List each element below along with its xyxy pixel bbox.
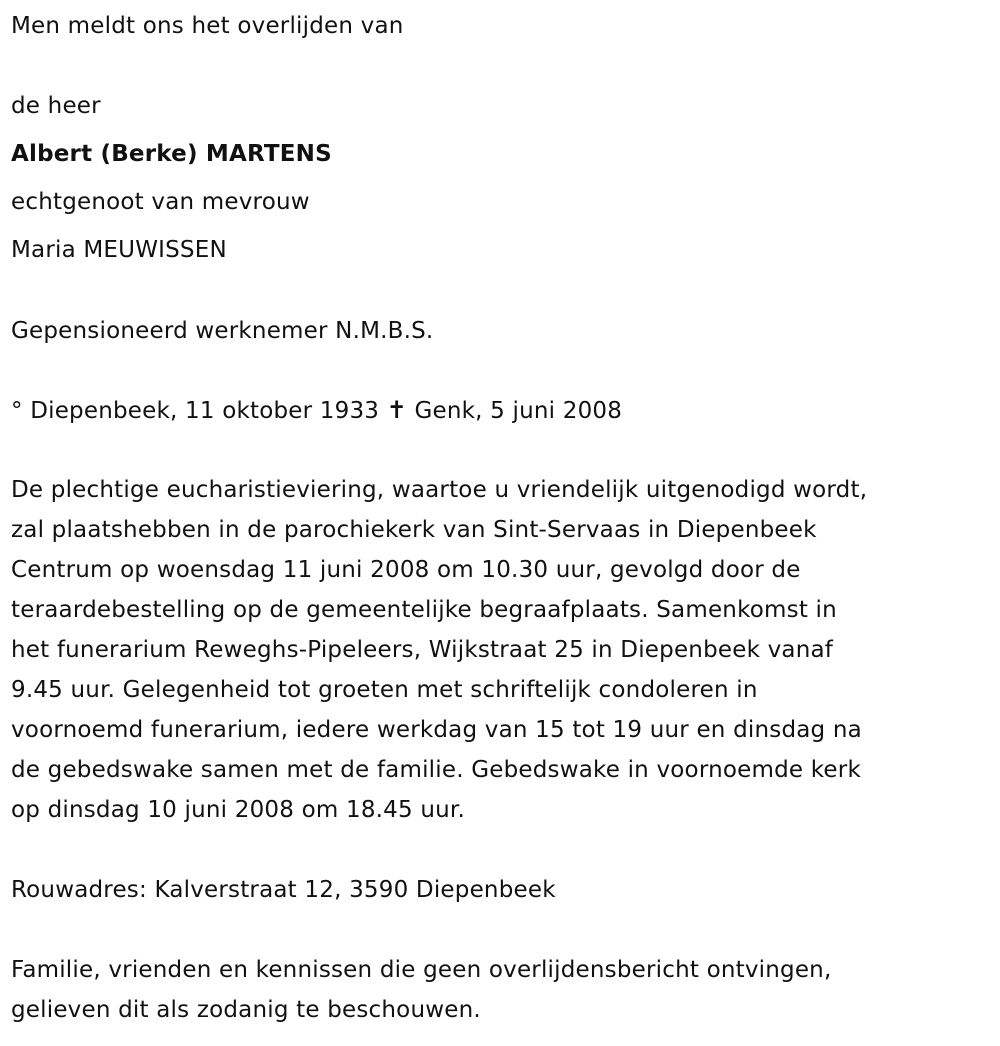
ceremony-line: De plechtige eucharistieviering, waartoe u vriendelijk uitgenodigd wordt, — [11, 477, 868, 503]
ceremony-line: voornoemd funerarium, iedere werkdag van 15 tot 19 uur en dinsdag na — [11, 717, 862, 743]
closing-line: Familie, vrienden en kennissen die geen overlijdensbericht ontvingen, — [11, 957, 832, 983]
ceremony-line: zal plaatshebben in de parochiekerk van Sint-Servaas in Diepenbeek — [11, 517, 817, 543]
occupation: Gepensioneerd werknemer N.M.B.S. — [11, 318, 434, 344]
death-date: Genk, 5 juni 2008 — [414, 398, 623, 424]
ceremony-line: op dinsdag 10 juni 2008 om 18.45 uur. — [11, 797, 465, 823]
ceremony-line: de gebedswake samen met de familie. Gebedswake in voornoemde kerk — [11, 757, 861, 783]
cross-icon: ✝ — [386, 396, 407, 424]
closing-paragraph — [11, 950, 996, 1030]
birth-date: ° Diepenbeek, 11 oktober 1933 — [11, 398, 380, 424]
birth-death-dates — [11, 395, 622, 426]
ceremony-line: teraardebestelling op de gemeentelijke begraafplaats. Samenkomst in — [11, 597, 837, 623]
ceremony-line: Centrum op woensdag 11 juni 2008 om 10.30 uur, gevolgd door de — [11, 557, 801, 583]
ceremony-paragraph — [11, 470, 996, 830]
deceased-name: Albert (Berke) MARTENS — [11, 141, 332, 167]
ceremony-line: 9.45 uur. Gelegenheid tot groeten met schriftelijk condoleren in — [11, 677, 758, 703]
intro-text: Men meldt ons het overlijden van — [11, 13, 404, 39]
ceremony-line: het funerarium Reweghs-Pipeleers, Wijkstraat 25 in Diepenbeek vanaf — [11, 637, 834, 663]
salutation: de heer — [11, 93, 101, 119]
spouse-label: echtgenoot van mevrouw — [11, 189, 310, 215]
closing-line: gelieven dit als zodanig te beschouwen. — [11, 997, 481, 1023]
mourning-address: Rouwadres: Kalverstraat 12, 3590 Diepenbeek — [11, 877, 556, 903]
spouse-name: Maria MEUWISSEN — [11, 237, 227, 263]
